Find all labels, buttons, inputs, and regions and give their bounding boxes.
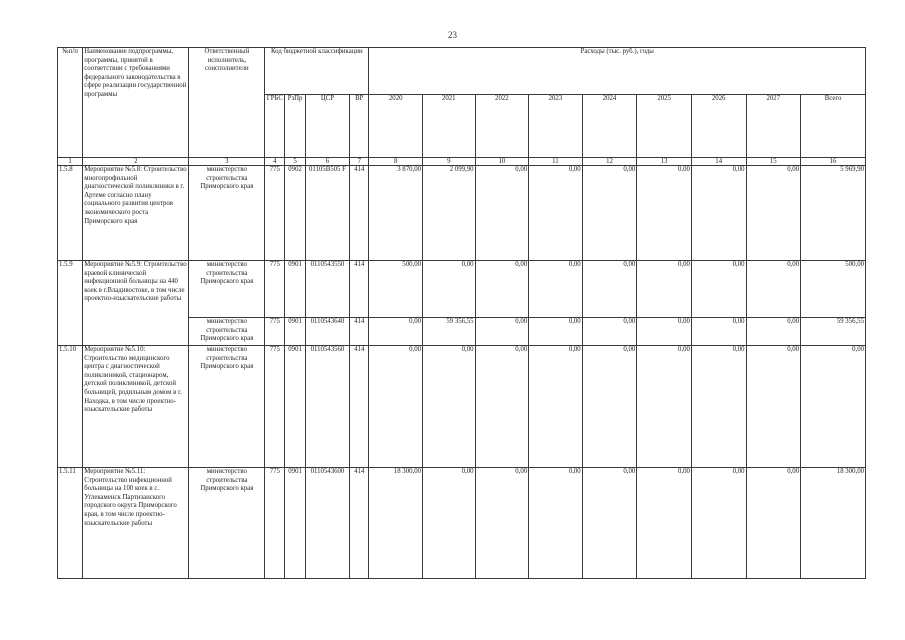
vr-code: 414	[350, 318, 369, 346]
column-number-row	[58, 158, 866, 166]
amount-cell: 0,00	[691, 346, 746, 468]
budget-expenses-table	[57, 47, 866, 579]
column-number: 5	[285, 158, 305, 166]
column-number: 12	[582, 158, 637, 166]
grbs-code: 775	[265, 318, 285, 346]
amount-cell: 0,00	[746, 468, 801, 579]
rzpr-code: 0901	[285, 346, 305, 468]
column-number: 4	[265, 158, 285, 166]
table-row	[58, 468, 866, 579]
amount-cell: 18 300,00	[369, 468, 423, 579]
table-row	[58, 346, 866, 468]
amount-cell: 0,00	[369, 346, 423, 468]
header-cell-year: 2026	[691, 95, 746, 158]
header-cell-csr: ЦСР	[305, 95, 349, 158]
amount-cell: 0,00	[475, 261, 529, 318]
column-number: 8	[369, 158, 423, 166]
column-number: 10	[475, 158, 529, 166]
header-cell-year: 2023	[529, 95, 583, 158]
header-cell-name: Наименование подпрограммы, программы, принятой в соответствии с требованиями федерального законодательства в сфере реализации государственной программы	[83, 48, 189, 158]
amount-cell: 0,00	[746, 318, 801, 346]
amount-cell: 0,00	[691, 318, 746, 346]
rzpr-code: 0902	[285, 166, 305, 261]
amount-cell: 0,00	[475, 468, 529, 579]
amount-cell: 0,00	[475, 166, 529, 261]
column-number: 15	[746, 158, 801, 166]
header-row	[58, 48, 866, 95]
header-cell-year: 2027	[746, 95, 801, 158]
csr-code: 0110543550	[305, 261, 349, 318]
vr-code: 414	[350, 346, 369, 468]
amount-cell: 0,00	[746, 166, 801, 261]
grbs-code: 775	[265, 261, 285, 318]
amount-cell: 0,00	[637, 346, 692, 468]
total-cell: 59 356,55	[801, 318, 866, 346]
amount-cell: 0,00	[582, 318, 637, 346]
column-number: 16	[801, 158, 866, 166]
amount-cell: 0,00	[529, 261, 583, 318]
activity-name: Мероприятие №5.9: Строительство краевой клинической инфекционной больницы на 440 коек в г.Владивостоке, в том числе проектно-изыскательские работы	[83, 261, 189, 346]
amount-cell: 0,00	[529, 346, 583, 468]
header-cell-executor: Ответственный исполнитель, соисполнители	[189, 48, 265, 158]
grbs-code: 775	[265, 468, 285, 579]
amount-cell: 59 356,55	[423, 318, 476, 346]
total-cell: 0,00	[801, 346, 866, 468]
csr-code: 0110543640	[305, 318, 349, 346]
row-number: 1.5.8	[58, 166, 83, 261]
amount-cell: 0,00	[582, 166, 637, 261]
amount-cell: 0,00	[475, 346, 529, 468]
amount-cell: 0,00	[423, 346, 476, 468]
rzpr-code: 0901	[285, 468, 305, 579]
activity-name: Мероприятие №5.10: Строительство медицинского центра с диагностической поликлиникой, стационаром, детской поликлиникой, детской больницей, родильным домом в г. Находка, в том числе проектно-изыскательские работы	[83, 346, 189, 468]
column-number: 13	[637, 158, 692, 166]
amount-cell: 0,00	[529, 166, 583, 261]
amount-cell: 0,00	[637, 166, 692, 261]
total-cell: 18 300,00	[801, 468, 866, 579]
executor: министерство строительства Приморского края	[189, 318, 265, 346]
amount-cell: 0,00	[423, 261, 476, 318]
executor: министерство строительства Приморского края	[189, 346, 265, 468]
header-cell-year: 2025	[637, 95, 692, 158]
amount-cell: 0,00	[637, 318, 692, 346]
table-row	[58, 166, 866, 261]
header-cell-year: 2021	[423, 95, 476, 158]
vr-code: 414	[350, 261, 369, 318]
amount-cell: 0,00	[582, 468, 637, 579]
amount-cell: 0,00	[582, 346, 637, 468]
amount-cell: 0,00	[691, 261, 746, 318]
activity-name: Мероприятие №5.8: Строительство многопрофильной диагностической поликлиники в г. Артеме согласно плану социального развития центров экономического роста Приморского края	[83, 166, 189, 261]
column-number: 9	[423, 158, 476, 166]
rzpr-code: 0901	[285, 261, 305, 318]
grbs-code: 775	[265, 166, 285, 261]
header-cell-grbs: ГРБС	[265, 95, 285, 158]
row-number: 1.5.9	[58, 261, 83, 346]
vr-code: 414	[350, 166, 369, 261]
csr-code: 01105В505 F	[305, 166, 349, 261]
grbs-code: 775	[265, 346, 285, 468]
column-number: 11	[529, 158, 583, 166]
executor: министерство строительства Приморского края	[189, 468, 265, 579]
header-cell-num: №п/п	[58, 48, 83, 158]
rzpr-code: 0901	[285, 318, 305, 346]
amount-cell: 0,00	[529, 468, 583, 579]
amount-cell: 0,00	[475, 318, 529, 346]
page-number: 23	[448, 30, 457, 40]
amount-cell: 0,00	[691, 468, 746, 579]
csr-code: 0110543600	[305, 468, 349, 579]
amount-cell: 0,00	[691, 166, 746, 261]
amount-cell: 0,00	[746, 346, 801, 468]
amount-cell: 0,00	[746, 261, 801, 318]
column-number: 14	[691, 158, 746, 166]
total-cell: 500,00	[801, 261, 866, 318]
header-cell-total: Всего	[801, 95, 866, 158]
amount-cell: 0,00	[423, 468, 476, 579]
amount-cell: 0,00	[582, 261, 637, 318]
header-cell-year: 2024	[582, 95, 637, 158]
csr-code: 0110543560	[305, 346, 349, 468]
row-number: 1.5.10	[58, 346, 83, 468]
executor: министерство строительства Приморского края	[189, 166, 265, 261]
row-number: 1.5.11	[58, 468, 83, 579]
amount-cell: 0,00	[637, 468, 692, 579]
activity-name: Мероприятие №5.11: Строительство инфекционной больницы на 100 коек в с. Углекаменск Партизанского городского округа Приморского края, в том числе проектно-изыскательские работы	[83, 468, 189, 579]
header-cell-year: 2020	[369, 95, 423, 158]
amount-cell: 0,00	[529, 318, 583, 346]
amount-cell: 500,00	[369, 261, 423, 318]
vr-code: 414	[350, 468, 369, 579]
total-cell: 5 969,90	[801, 166, 866, 261]
executor: министерство строительства Приморского края	[189, 261, 265, 318]
amount-cell: 3 870,00	[369, 166, 423, 261]
table-row	[58, 261, 866, 318]
column-number: 7	[350, 158, 369, 166]
column-number: 6	[305, 158, 349, 166]
column-number: 1	[58, 158, 83, 166]
amount-cell: 0,00	[369, 318, 423, 346]
header-cell-year: 2022	[475, 95, 529, 158]
header-cell-expenses-group: Расходы (тыс. руб.), годы	[369, 48, 866, 95]
header-cell-code-group: Код бюджетной классификации	[265, 48, 369, 95]
header-cell-rzpr: РзПр	[285, 95, 305, 158]
amount-cell: 2 099,90	[423, 166, 476, 261]
amount-cell: 0,00	[637, 261, 692, 318]
column-number: 3	[189, 158, 265, 166]
column-number: 2	[83, 158, 189, 166]
header-cell-vr: ВР	[350, 95, 369, 158]
